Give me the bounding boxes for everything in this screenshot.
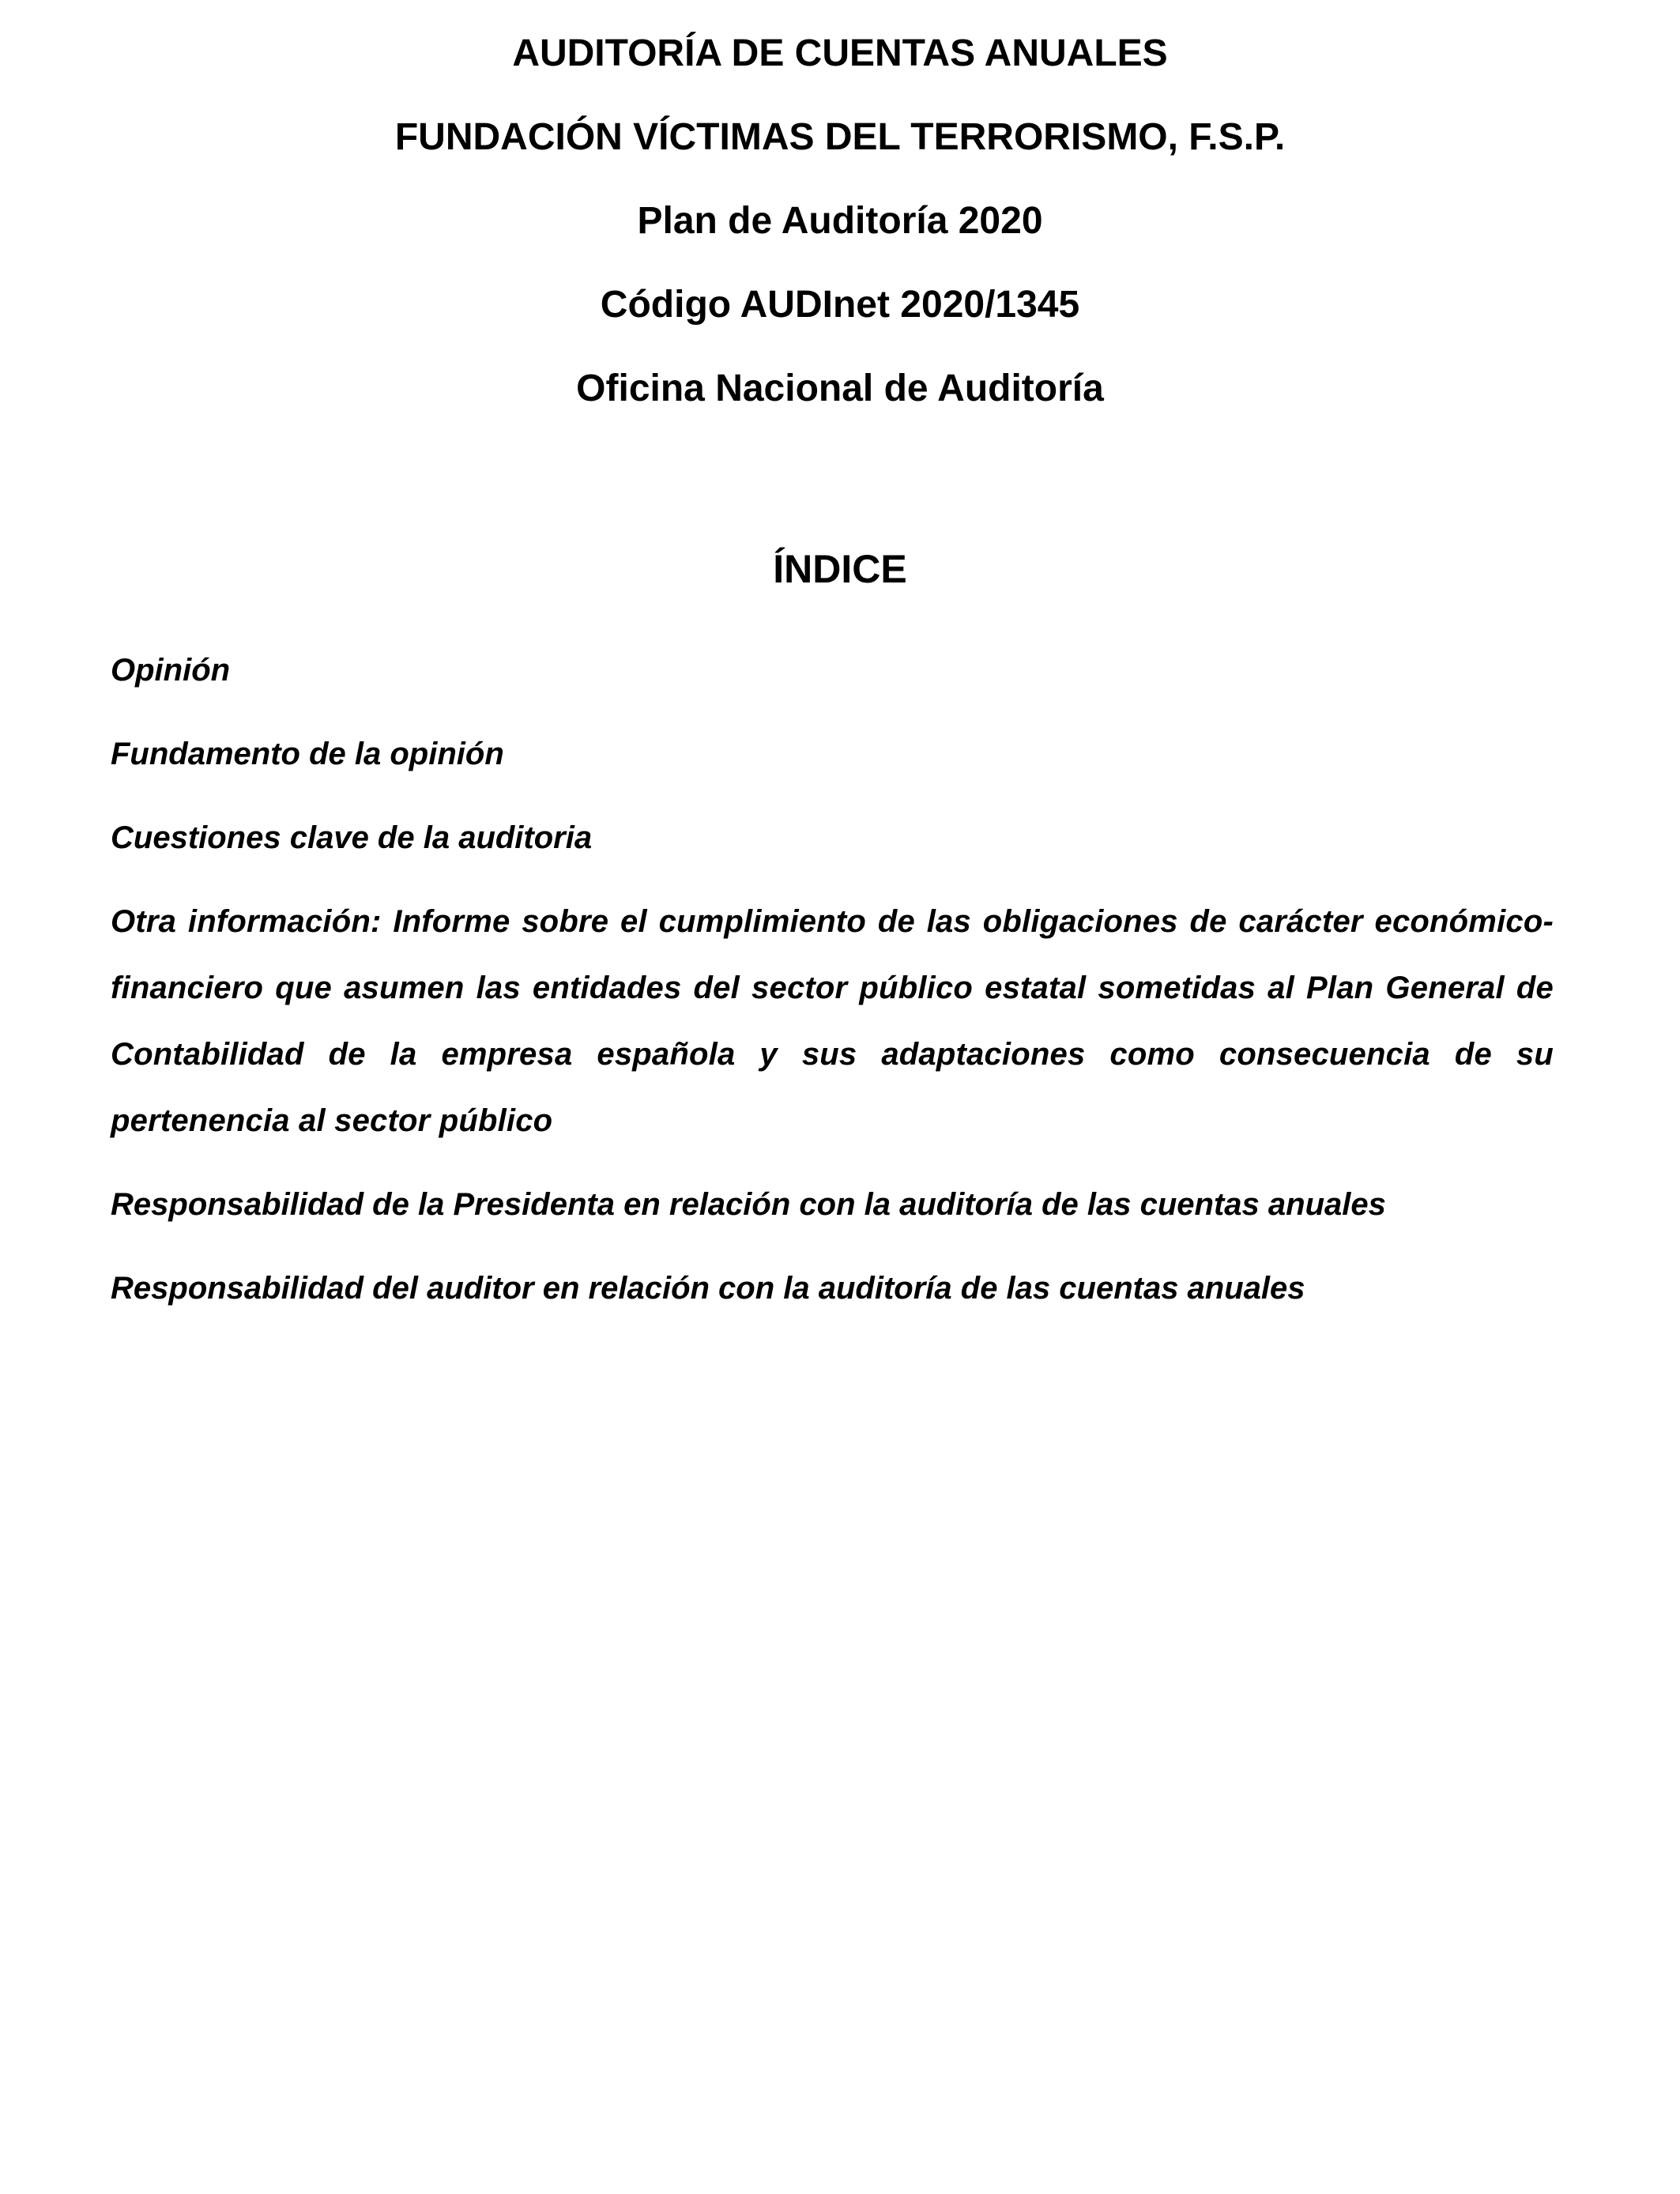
toc-item-basis-for-opinion[interactable]: Fundamento de la opinión [111, 737, 504, 771]
audinet-code: Código AUDInet 2020/1345 [600, 284, 1080, 326]
audit-office: Oficina Nacional de Auditoría [576, 368, 1104, 409]
audit-plan: Plan de Auditoría 2020 [637, 200, 1043, 242]
toc-item-opinion[interactable]: Opinión [111, 653, 231, 688]
toc-item-auditor-responsibility[interactable]: Responsabilidad del auditor en relación con la auditoría de las cuentas anuales [111, 1271, 1305, 1306]
index-heading: ÍNDICE [773, 547, 907, 591]
toc-item-key-audit-matters[interactable]: Cuestiones clave de la auditoria [111, 820, 593, 855]
document-title: AUDITORÍA DE CUENTAS ANUALES [512, 32, 1168, 74]
toc-item-president-responsibility[interactable]: Responsabilidad de la Presidenta en relación con la auditoría de las cuentas anuales [111, 1187, 1386, 1222]
table-of-contents [111, 637, 1554, 1339]
entity-name: FUNDACIÓN VÍCTIMAS DEL TERRORISMO, F.S.P. [394, 116, 1286, 158]
toc-item-other-information[interactable]: Otra información: Informe sobre el cumplimiento de las obligaciones de carácter económico-financiero que asumen las entidades del sector público estatal sometidas al Plan General de Contabilidad de la empresa española y sus adaptaciones como consecuencia de su pertenencia al sector público [111, 904, 1554, 1138]
